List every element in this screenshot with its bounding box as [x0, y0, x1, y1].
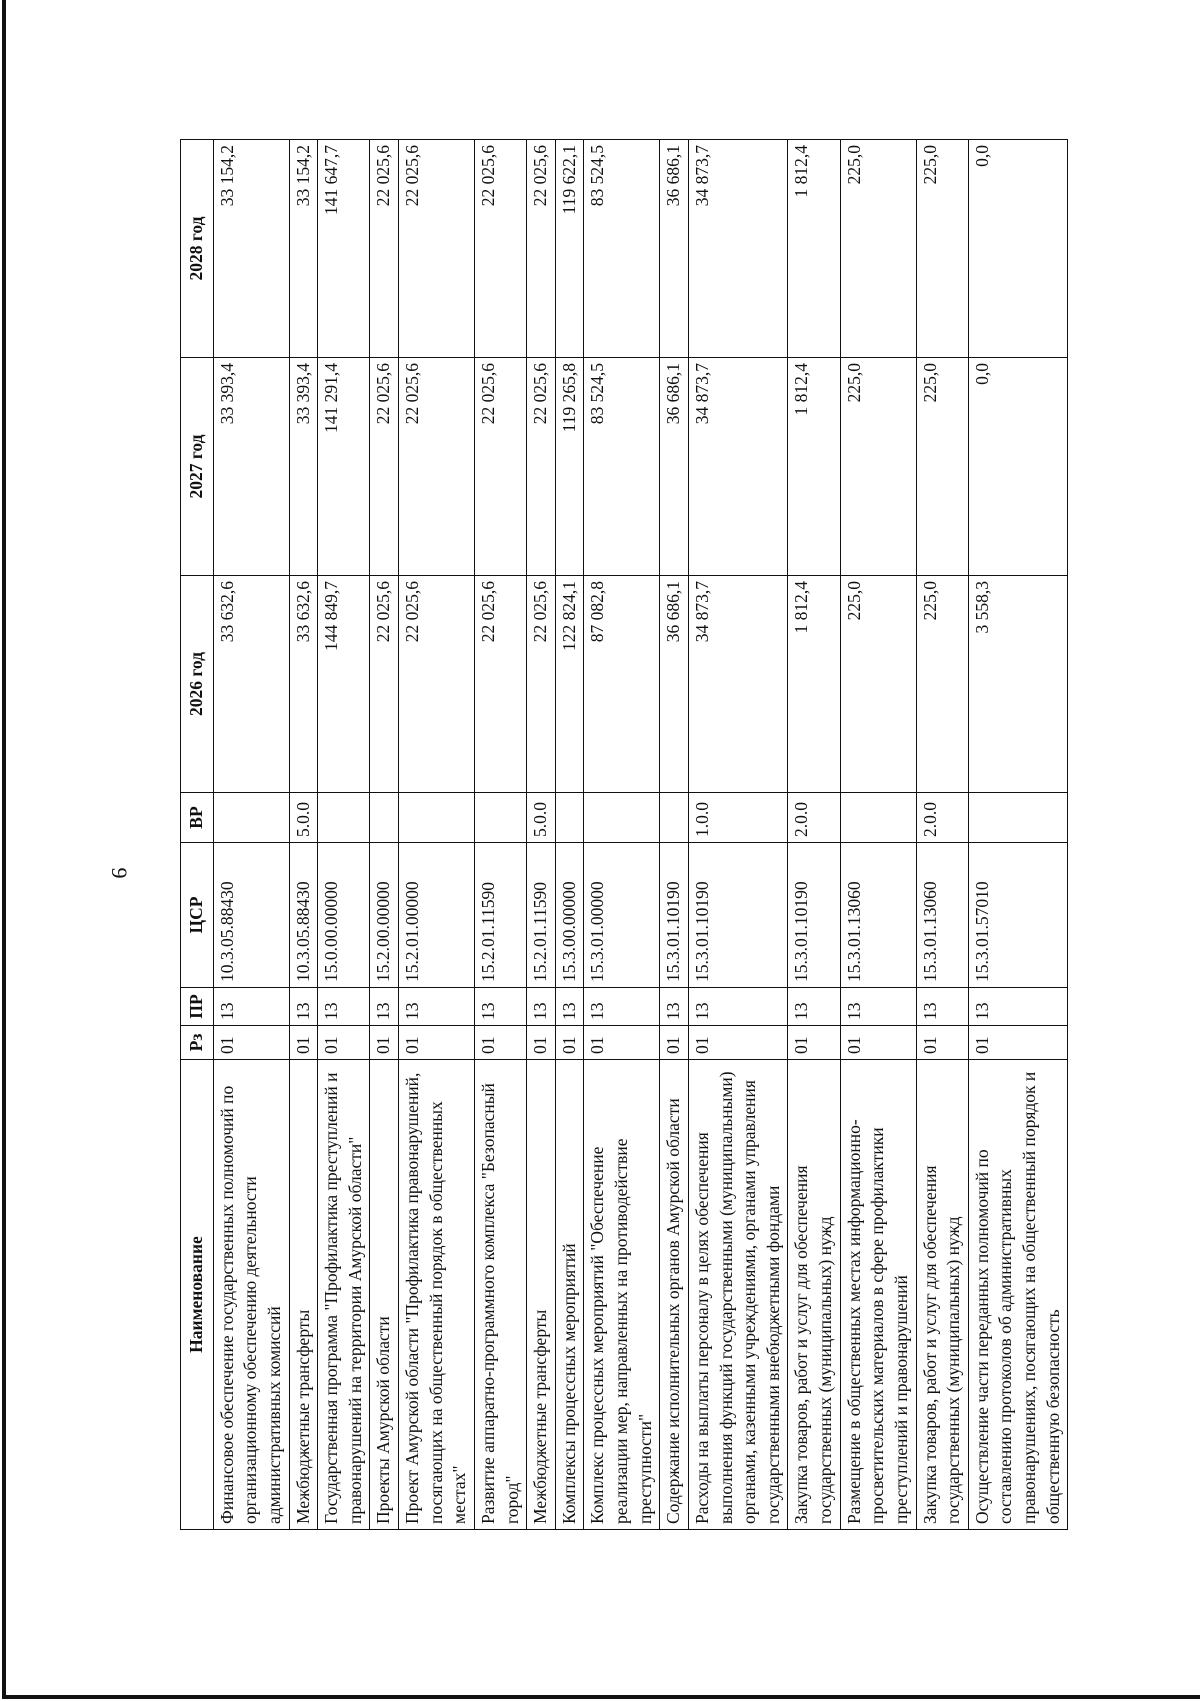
header-2028: 2028 год	[181, 140, 214, 358]
table-row	[840, 140, 916, 1530]
cell-pr: 13	[968, 988, 1068, 1026]
header-vr: ВР	[181, 793, 214, 843]
table-row	[688, 140, 788, 1530]
table-row	[289, 140, 318, 1530]
cell-pr: 13	[916, 988, 968, 1026]
cell-rz: 01	[527, 1026, 556, 1060]
cell-pr: 13	[399, 988, 475, 1026]
cell-vr	[318, 793, 370, 843]
cell-csr: 15.3.01.10190	[788, 843, 840, 988]
cell-2026: 1 812,4	[788, 576, 840, 793]
cell-vr	[370, 793, 399, 843]
cell-vr	[399, 793, 475, 843]
cell-pr: 13	[474, 988, 526, 1026]
cell-csr: 15.3.00.00000	[555, 843, 584, 988]
cell-2028: 119 622,1	[555, 140, 584, 358]
cell-2028: 225,0	[916, 140, 968, 358]
cell-2027: 119 265,8	[555, 358, 584, 576]
cell-2027: 22 025,6	[399, 358, 475, 576]
cell-2027: 36 686,1	[660, 358, 689, 576]
table-row	[399, 140, 475, 1530]
cell-name: Межбюджетные трансферты	[527, 1060, 556, 1530]
cell-name: Закупка товаров, работ и услуг для обеспечения государственных (муниципальных) нужд	[788, 1060, 840, 1530]
cell-vr: 5.0.0	[527, 793, 556, 843]
cell-2026: 22 025,6	[370, 576, 399, 793]
cell-name: Финансовое обеспечение государственных полномочий по организационному обеспечению деятельности административных комиссий	[213, 1060, 289, 1530]
cell-2027: 22 025,6	[527, 358, 556, 576]
cell-2026: 33 632,6	[289, 576, 318, 793]
cell-name: Закупка товаров, работ и услуг для обеспечения государственных (муниципальных) нужд	[916, 1060, 968, 1530]
table-row	[474, 140, 526, 1530]
cell-2028: 83 524,5	[584, 140, 660, 358]
cell-rz: 01	[474, 1026, 526, 1060]
cell-pr: 13	[318, 988, 370, 1026]
cell-rz: 01	[555, 1026, 584, 1060]
cell-name: Комплексы процессных мероприятий	[555, 1060, 584, 1530]
cell-2027: 83 524,5	[584, 358, 660, 576]
cell-vr: 2.0.0	[916, 793, 968, 843]
cell-2027: 22 025,6	[474, 358, 526, 576]
rotated-table-container	[180, 140, 1063, 1530]
cell-pr: 13	[370, 988, 399, 1026]
cell-pr: 13	[213, 988, 289, 1026]
cell-vr	[584, 793, 660, 843]
cell-vr	[474, 793, 526, 843]
cell-csr: 15.0.00.00000	[318, 843, 370, 988]
cell-2027: 1 812,4	[788, 358, 840, 576]
cell-rz: 01	[788, 1026, 840, 1060]
header-pr: ПР	[181, 988, 214, 1026]
cell-name: Содержание исполнительных органов Амурской области	[660, 1060, 689, 1530]
cell-csr: 15.3.01.57010	[968, 843, 1068, 988]
cell-2026: 87 082,8	[584, 576, 660, 793]
cell-csr: 15.2.00.00000	[370, 843, 399, 988]
cell-2027: 22 025,6	[370, 358, 399, 576]
cell-2027: 225,0	[916, 358, 968, 576]
cell-2026: 22 025,6	[527, 576, 556, 793]
cell-csr: 10.3.05.88430	[213, 843, 289, 988]
cell-rz: 01	[660, 1026, 689, 1060]
cell-2027: 225,0	[840, 358, 916, 576]
cell-2028: 22 025,6	[370, 140, 399, 358]
page-number: 9	[107, 867, 132, 879]
cell-2028: 22 025,6	[474, 140, 526, 358]
cell-2028: 0,0	[968, 140, 1068, 358]
table-row	[318, 140, 370, 1530]
cell-2028: 1 812,4	[788, 140, 840, 358]
cell-csr: 15.2.01.00000	[399, 843, 475, 988]
cell-csr: 15.3.01.10190	[688, 843, 788, 988]
cell-pr: 13	[289, 988, 318, 1026]
cell-csr: 15.3.01.13060	[916, 843, 968, 988]
table-row	[788, 140, 840, 1530]
cell-2026: 33 632,6	[213, 576, 289, 793]
cell-csr: 10.3.05.88430	[289, 843, 318, 988]
cell-2028: 36 686,1	[660, 140, 689, 358]
header-name: Наименование	[181, 1060, 214, 1530]
cell-pr: 13	[688, 988, 788, 1026]
table-row	[660, 140, 689, 1530]
cell-2028: 33 154,2	[213, 140, 289, 358]
header-csr: ЦСР	[181, 843, 214, 988]
cell-rz: 01	[289, 1026, 318, 1060]
cell-name: Межбюджетные трансферты	[289, 1060, 318, 1530]
cell-name: Осуществление части переданных полномочий по составлению протоколов об административных правонарушениях, посягающих на общественный порядок и общественную безопасность	[968, 1060, 1068, 1530]
cell-pr: 13	[555, 988, 584, 1026]
cell-2027: 34 873,7	[688, 358, 788, 576]
cell-name: Проекты Амурской области	[370, 1060, 399, 1530]
table-row	[916, 140, 968, 1530]
cell-rz: 01	[370, 1026, 399, 1060]
cell-rz: 01	[688, 1026, 788, 1060]
cell-2026: 3 558,3	[968, 576, 1068, 793]
cell-2027: 141 291,4	[318, 358, 370, 576]
cell-2027: 0,0	[968, 358, 1068, 576]
table-body	[213, 140, 1068, 1530]
cell-vr: 2.0.0	[788, 793, 840, 843]
cell-vr: 5.0.0	[289, 793, 318, 843]
cell-name: Развитие аппаратно-программного комплекса "Безопасный город"	[474, 1060, 526, 1530]
cell-rz: 01	[213, 1026, 289, 1060]
cell-rz: 01	[916, 1026, 968, 1060]
cell-rz: 01	[840, 1026, 916, 1060]
cell-rz: 01	[584, 1026, 660, 1060]
budget-table	[180, 139, 1068, 1530]
budget-table-region	[180, 140, 1200, 1524]
cell-2026: 144 849,7	[318, 576, 370, 793]
table-row	[370, 140, 399, 1530]
cell-pr: 13	[660, 988, 689, 1026]
cell-vr	[660, 793, 689, 843]
cell-vr: 1.0.0	[688, 793, 788, 843]
cell-2027: 33 393,4	[289, 358, 318, 576]
cell-pr: 13	[840, 988, 916, 1026]
cell-rz: 01	[399, 1026, 475, 1060]
cell-2026: 225,0	[916, 576, 968, 793]
cell-rz: 01	[968, 1026, 1068, 1060]
table-row	[968, 140, 1068, 1530]
table-row	[584, 140, 660, 1530]
cell-2028: 33 154,2	[289, 140, 318, 358]
cell-vr	[213, 793, 289, 843]
cell-vr	[968, 793, 1068, 843]
cell-pr: 13	[788, 988, 840, 1026]
cell-pr: 13	[527, 988, 556, 1026]
header-rz: Рз	[181, 1026, 214, 1060]
cell-name: Проект Амурской области "Профилактика правонарушений, посягающих на общественный порядок в общественных местах"	[399, 1060, 475, 1530]
cell-2027: 33 393,4	[213, 358, 289, 576]
cell-2028: 141 647,7	[318, 140, 370, 358]
cell-vr	[555, 793, 584, 843]
cell-vr	[840, 793, 916, 843]
cell-2028: 22 025,6	[527, 140, 556, 358]
cell-rz: 01	[318, 1026, 370, 1060]
cell-pr: 13	[584, 988, 660, 1026]
table-header-row	[181, 140, 214, 1530]
cell-csr: 15.3.01.13060	[840, 843, 916, 988]
table-row	[527, 140, 556, 1530]
cell-name: Государственная программа "Профилактика преступлений и правонарушений на территории Амурской области"	[318, 1060, 370, 1530]
cell-csr: 15.2.01.11590	[474, 843, 526, 988]
cell-2028: 225,0	[840, 140, 916, 358]
cell-csr: 15.2.01.11590	[527, 843, 556, 988]
cell-2026: 22 025,6	[399, 576, 475, 793]
table-row	[213, 140, 289, 1530]
cell-2026: 34 873,7	[688, 576, 788, 793]
cell-name: Расходы на выплаты персоналу в целях обеспечения выполнения функций государственными (муниципальными) органами, казенными учреждениями, органами управления государственными внебюджетными фондами	[688, 1060, 788, 1530]
cell-2028: 34 873,7	[688, 140, 788, 358]
cell-csr: 15.3.01.00000	[584, 843, 660, 988]
header-2026: 2026 год	[181, 576, 214, 793]
cell-2028: 22 025,6	[399, 140, 475, 358]
cell-2026: 36 686,1	[660, 576, 689, 793]
table-row	[555, 140, 584, 1530]
cell-2026: 122 824,1	[555, 576, 584, 793]
cell-name: Размещение в общественных местах информационно-просветительских материалов в сфере профилактики преступлений и правонарушений	[840, 1060, 916, 1530]
cell-name: Комплекс процессных мероприятий "Обеспечение реализации мер, направленных на противодействие преступности"	[584, 1060, 660, 1530]
header-2027: 2027 год	[181, 358, 214, 576]
cell-csr: 15.3.01.10190	[660, 843, 689, 988]
cell-2026: 225,0	[840, 576, 916, 793]
cell-2026: 22 025,6	[474, 576, 526, 793]
